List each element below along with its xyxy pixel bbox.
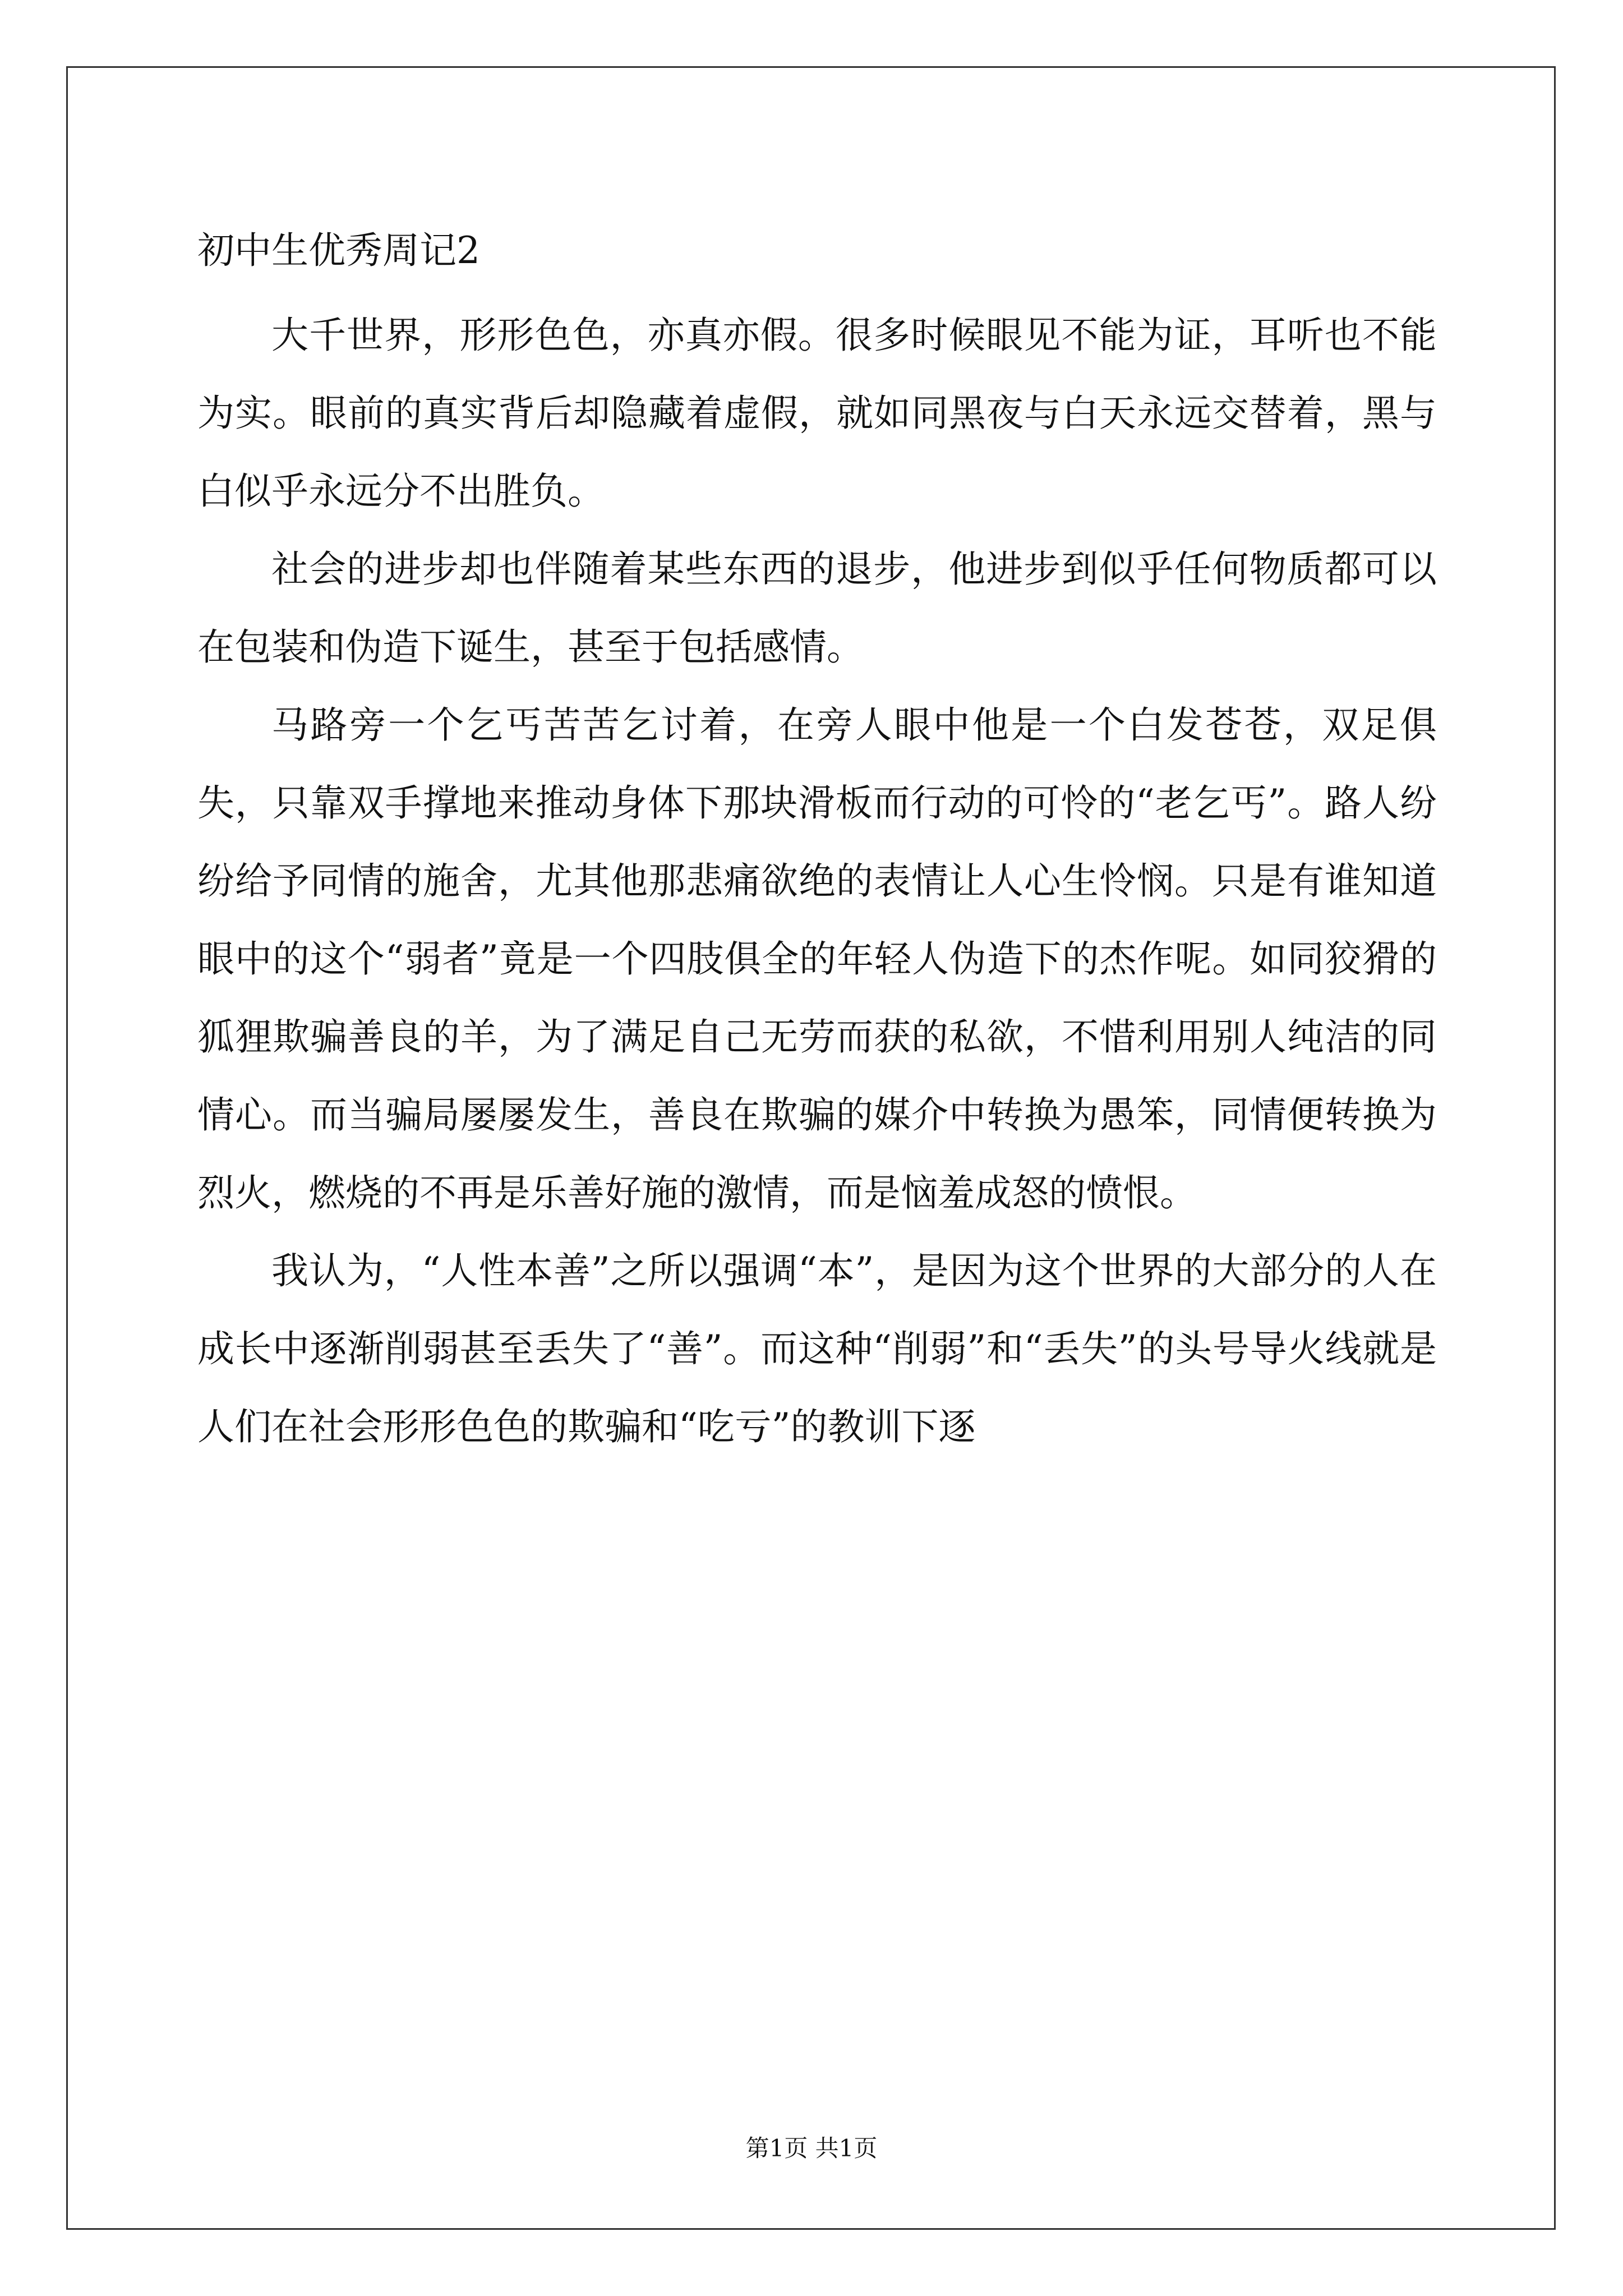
paragraph-2: 社会的进步却也伴随着某些东西的退步，他进步到似乎任何物质都可以在包装和伪造下诞生，甚至于包括感情。 [197,547,1437,669]
paragraph-1: 大千世界，形形色色，亦真亦假。很多时候眼见不能为证，耳听也不能为实。眼前的真实背后却隐藏着虚假，就如同黑夜与白天永远交替着，黑与白似乎永远分不出胜负。 [197,314,1437,513]
paragraph-4: 我认为，“人性本善”之所以强调“本”，是因为这个世界的大部分的人在成长中逐渐削弱甚至丢失了“善”。而这种“削弱”和“丢失”的头号导火线就是人们在社会形形色色的欺骗和“吃亏”的教训下逐 [197,1249,1437,1448]
page-footer: 第1页 共1页 [745,2134,878,2162]
document-body [197,296,1437,1466]
document-title: 初中生优秀周记2 [197,229,480,272]
paragraph-3: 马路旁一个乞丐苦苦乞讨着，在旁人眼中他是一个白发苍苍，双足俱失，只靠双手撑地来推动身体下那块滑板而行动的可怜的“老乞丐”。路人纷纷给予同情的施舍，尤其他那悲痛欲绝的表情让人心生怜悯。只是有谁知道眼中的这个“弱者”竟是一个四肢俱全的年轻人伪造下的杰作呢。如同狡猾的狐狸欺骗善良的羊，为了满足自己无劳而获的私欲，不惜利用别人纯洁的同情心。而当骗局屡屡发生，善良在欺骗的媒介中转换为愚笨，同情便转换为烈火，燃烧的不再是乐善好施的激情，而是恼羞成怒的愤恨。 [197,703,1437,1214]
